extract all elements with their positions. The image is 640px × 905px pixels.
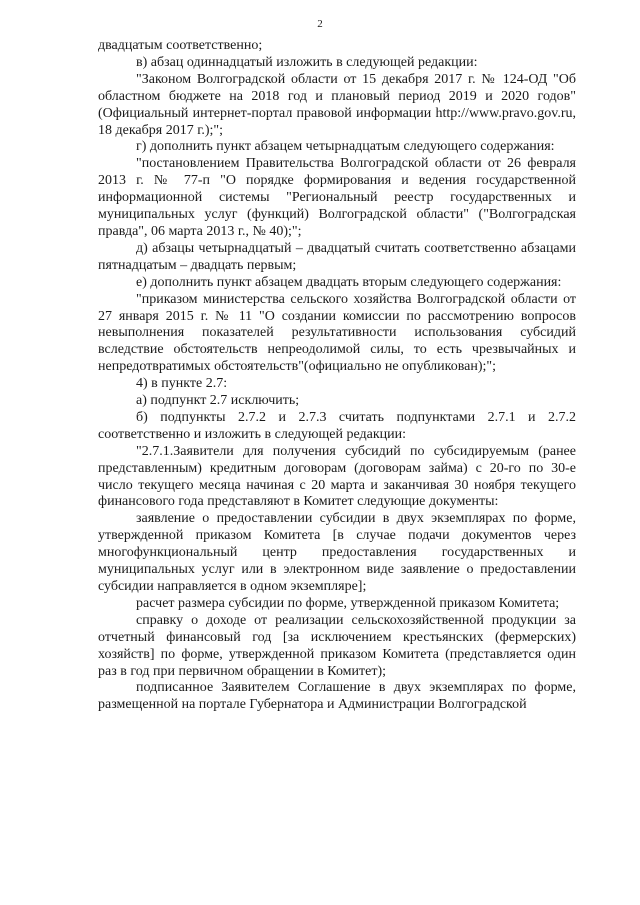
paragraph: в) абзац одиннадцатый изложить в следующей редакции: (136, 54, 478, 70)
paragraph: заявление о предоставлении субсидии в двух экземплярах по форме, утвержденной приказом Комитета [в случае подачи документов через многофункциональный центр предоставления государственных и муниципальных услуг или в электронном виде заявление о предоставлении субсидии направляется в одном экземпляре]; (98, 511, 576, 594)
paragraph: б) подпункты 2.7.2 и 2.7.3 считать подпунктами 2.7.1 и 2.7.2 соответственно и изложить в следующей редакции: (98, 409, 576, 442)
paragraph: г) дополнить пункт абзацем четырнадцатым следующего содержания: (136, 139, 555, 155)
paragraph: подписанное Заявителем Соглашение в двух экземплярах по форме, размещенной на портале Губернатора и Администрации Волгоградской (98, 680, 576, 713)
page-number: 2 (317, 18, 323, 30)
document-body (98, 38, 576, 714)
paragraph: е) дополнить пункт абзацем двадцать вторым следующего содержания: (136, 274, 562, 290)
paragraph: двадцатым соответственно; (98, 38, 263, 53)
paragraph: "Законом Волгоградской области от 15 декабря 2017 г. № 124-ОД "Об областном бюджете на 2018 год и плановый период 2019 и 2020 годов" (Официальный интернет-портал правовой информации http://www.pravo.gov.ru, 18 декабря 2017 г.);"; (98, 71, 576, 138)
paragraph: справку о доходе от реализации сельскохозяйственной продукции за отчетный финансовый год [за исключением крестьянских (фермерских) хозяйств] по форме, утвержденной приказом Комитета (представляется один раз в год при первичном обращении в Комитет); (98, 612, 576, 679)
paragraph: "2.7.1.Заявители для получения субсидий по субсидируемым (ранее представленным) кредитным договорам (договорам займа) с 20-го по 30-е число текущего месяца начиная с 20 марта и заканчивая 30 ноября текущего финансового года представляют в Комитет следующие документы: (98, 443, 576, 510)
paragraph: а) подпункт 2.7 исключить; (136, 393, 300, 409)
paragraph: расчет размера субсидии по форме, утвержденной приказом Комитета; (136, 595, 560, 611)
paragraph: 4) в пункте 2.7: (136, 376, 228, 392)
paragraph: "приказом министерства сельского хозяйства Волгоградской области от 27 января 2015 г. № 11 "О создании комиссии по рассмотрению вопросов невыполнения показателей результативности использования субсидий вследствие обстоятельств непреодолимой силы, то есть чрезвычайных и непредотвратимых обстоятельств"(официально не опубликован);"; (98, 291, 576, 375)
paragraph: д) абзацы четырнадцатый – двадцатый считать соответственно абзацами пятнадцатым – двадцать первым; (98, 240, 576, 273)
paragraph: "постановлением Правительства Волгоградской области от 26 февраля 2013 г. № 77-п "О порядке формирования и ведения государственной информационной системы "Региональный реестр государственных и муниципальных услуг (функций) Волгоградской области" ("Волгоградская правда", 06 марта 2013 г., № 40);"; (98, 156, 576, 239)
